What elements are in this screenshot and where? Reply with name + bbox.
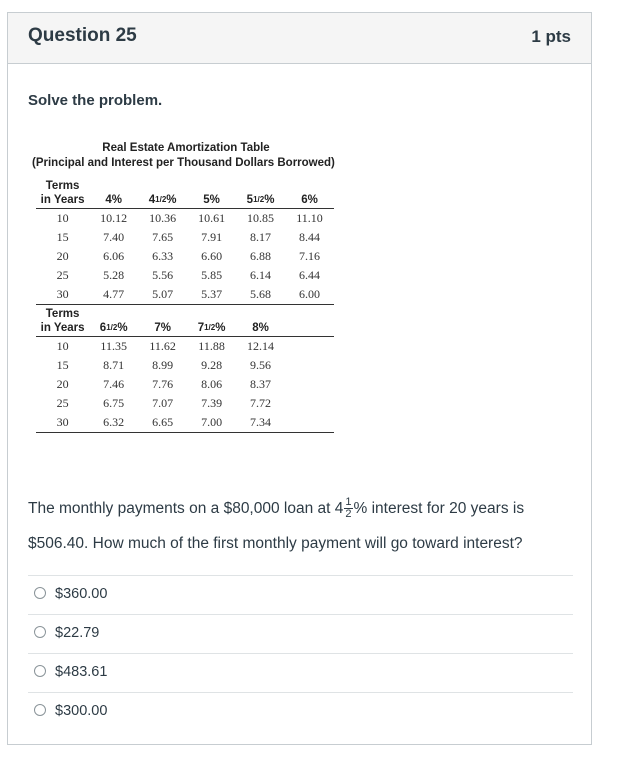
header-spacer — [187, 177, 236, 193]
payment-cell: 6.75 — [103, 396, 125, 410]
payment-cell: 6.32 — [89, 413, 138, 433]
rate-percent-sign: % — [264, 194, 275, 206]
payment-cell: 8.37 — [250, 377, 272, 391]
payment-cell: 10.36 — [149, 211, 177, 225]
payment-cell: 7.16 — [299, 249, 320, 263]
header-spacer — [138, 177, 187, 193]
term-years-cell: 25 — [56, 396, 69, 410]
table-row — [36, 394, 334, 413]
rate-header — [138, 321, 187, 337]
table-row — [36, 228, 334, 247]
term-years-cell: 30 — [36, 413, 89, 433]
payment-cell: 7.76 — [152, 377, 174, 391]
term-years-cell: 20 — [56, 249, 69, 263]
rate-whole: 4 — [105, 194, 112, 206]
table-row — [36, 375, 334, 394]
question-prompt: Solve the problem. — [28, 92, 163, 109]
terms-years-label: in Years — [36, 193, 89, 209]
header-spacer — [89, 305, 138, 322]
payment-cell — [285, 375, 334, 394]
rate-header — [187, 321, 236, 337]
payment-cell: 5.37 — [187, 285, 236, 305]
table-row — [36, 413, 334, 433]
payment-cell: 5.56 — [152, 268, 174, 282]
term-years-cell: 20 — [56, 377, 69, 391]
payment-cell: 7.65 — [152, 230, 174, 244]
payment-cell: 8.06 — [201, 377, 223, 391]
radio-button-icon[interactable] — [34, 626, 46, 638]
payment-cell: 6.14 — [250, 268, 272, 282]
fraction-denominator: 2 — [345, 508, 352, 521]
rate-whole: 4 — [148, 194, 156, 206]
header-spacer — [285, 305, 334, 322]
rate-header — [89, 321, 138, 337]
payment-cell: 12.14 — [247, 339, 275, 353]
rate-whole: 7 — [197, 322, 205, 334]
header-spacer — [236, 177, 285, 193]
answer-label[interactable]: $300.00 — [55, 703, 108, 719]
rate-header-row — [36, 193, 334, 209]
answer-label[interactable]: $483.61 — [55, 664, 108, 680]
payment-cell: 11.35 — [100, 339, 127, 353]
rate-fraction: 1/2 — [106, 323, 118, 332]
terms-label: Terms — [36, 305, 89, 322]
payment-cell: 4.77 — [89, 285, 138, 305]
rate-percent-sign: % — [258, 322, 269, 334]
payment-cell: 6.00 — [285, 285, 334, 305]
terms-years-label: in Years — [36, 321, 89, 337]
term-years-cell: 15 — [56, 358, 69, 372]
table-row — [36, 285, 334, 305]
terms-label-row — [36, 305, 334, 322]
question-header — [8, 13, 591, 64]
payment-cell: 11.88 — [198, 339, 225, 353]
answer-list — [28, 575, 573, 731]
payment-cell: 6.60 — [201, 249, 223, 263]
payment-cell: 6.88 — [250, 249, 272, 263]
header-spacer — [187, 305, 236, 322]
rate-fraction: 1/2 — [155, 195, 167, 204]
rate-header — [89, 193, 138, 209]
rate-fraction: 1/2 — [204, 323, 216, 332]
term-years-cell: 15 — [56, 230, 69, 244]
payment-cell: 7.40 — [103, 230, 125, 244]
problem-text-part2: % interest for 20 years is $506.40. How much of the first monthly payment will go toward interest? — [28, 500, 525, 552]
payment-cell: 7.34 — [236, 413, 285, 433]
payment-cell: 6.44 — [299, 268, 320, 282]
payment-cell: 8.44 — [299, 230, 320, 244]
payment-cell — [285, 356, 334, 375]
payment-cell: 6.65 — [138, 413, 187, 433]
rate-header — [236, 193, 285, 209]
answer-option[interactable] — [28, 653, 573, 692]
payment-cell: 7.72 — [250, 396, 272, 410]
rate-percent-sign: % — [307, 194, 318, 206]
table-row — [36, 247, 334, 266]
answer-label[interactable]: $360.00 — [55, 586, 108, 602]
header-spacer — [285, 177, 334, 193]
fraction-numerator: 1 — [345, 496, 352, 509]
table-row — [36, 266, 334, 285]
radio-button-icon[interactable] — [34, 665, 46, 677]
table-row — [36, 337, 334, 357]
payment-cell — [285, 413, 334, 433]
radio-button-icon[interactable] — [34, 704, 46, 716]
rate-percent-sign: % — [111, 194, 122, 206]
terms-label-row — [36, 177, 334, 193]
payment-cell: 9.28 — [201, 358, 223, 372]
rate-whole: 5 — [203, 194, 210, 206]
rate-fraction: 1/2 — [253, 195, 265, 204]
problem-text-part1: The monthly payments on a $80,000 loan at 4 — [28, 500, 344, 517]
rate-whole: 5 — [246, 194, 254, 206]
payment-cell — [285, 394, 334, 413]
rate-header — [285, 321, 334, 337]
amortization-table-subtitle: (Principal and Interest per Thousand Dollars Borrowed) — [32, 157, 335, 169]
answer-option[interactable] — [28, 692, 573, 731]
rate-whole: 6 — [99, 322, 107, 334]
payment-cell: 7.00 — [187, 413, 236, 433]
answer-option[interactable] — [28, 614, 573, 653]
payment-cell: 6.33 — [152, 249, 174, 263]
payment-cell: 10.85 — [247, 211, 275, 225]
rate-header — [285, 193, 334, 209]
question-card — [7, 12, 592, 745]
amortization-grid — [36, 177, 334, 433]
answer-option[interactable] — [28, 575, 573, 614]
header-spacer — [89, 177, 138, 193]
payment-cell: 8.71 — [103, 358, 125, 372]
payment-cell: 6.06 — [103, 249, 125, 263]
rate-header — [138, 193, 187, 209]
rate-percent-sign: % — [117, 322, 128, 334]
payment-cell: 5.28 — [103, 268, 125, 282]
rate-header — [236, 321, 285, 337]
header-spacer — [138, 305, 187, 322]
one-half-fraction — [344, 497, 352, 520]
payment-cell: 8.99 — [152, 358, 174, 372]
question-points: 1 pts — [531, 27, 571, 46]
payment-cell: 5.85 — [201, 268, 223, 282]
payment-cell: 7.39 — [201, 396, 223, 410]
payment-cell — [285, 337, 334, 357]
term-years-cell: 30 — [36, 285, 89, 305]
question-title: Question 25 — [28, 25, 137, 46]
rate-whole: 6 — [301, 194, 308, 206]
rate-whole: 8 — [252, 322, 259, 334]
term-years-cell: 25 — [56, 268, 69, 282]
rate-percent-sign: % — [209, 194, 220, 206]
rate-header-row — [36, 321, 334, 337]
table-row — [36, 356, 334, 375]
payment-cell: 11.10 — [296, 211, 323, 225]
amortization-table — [32, 141, 336, 433]
table-row — [36, 209, 334, 229]
payment-cell: 7.07 — [152, 396, 174, 410]
payment-cell: 7.91 — [201, 230, 223, 244]
term-years-cell: 10 — [56, 211, 69, 225]
payment-cell: 10.12 — [100, 211, 128, 225]
rate-percent-sign: % — [166, 194, 177, 206]
payment-cell: 8.17 — [250, 230, 272, 244]
rate-header — [187, 193, 236, 209]
header-spacer — [236, 305, 285, 322]
rate-percent-sign: % — [160, 322, 171, 334]
amortization-table-title: Real Estate Amortization Table — [102, 142, 270, 154]
payment-cell: 9.56 — [250, 358, 272, 372]
radio-button-icon[interactable] — [34, 587, 46, 599]
rate-percent-sign: % — [215, 322, 226, 334]
answer-label[interactable]: $22.79 — [55, 625, 100, 641]
payment-cell: 5.68 — [236, 285, 285, 305]
payment-cell: 5.07 — [138, 285, 187, 305]
term-years-cell: 10 — [56, 339, 69, 353]
payment-cell: 11.62 — [149, 339, 176, 353]
payment-cell: 7.46 — [103, 377, 125, 391]
problem-text — [28, 491, 588, 561]
rate-whole: 7 — [154, 322, 161, 334]
payment-cell: 10.61 — [198, 211, 226, 225]
terms-label: Terms — [45, 180, 80, 192]
